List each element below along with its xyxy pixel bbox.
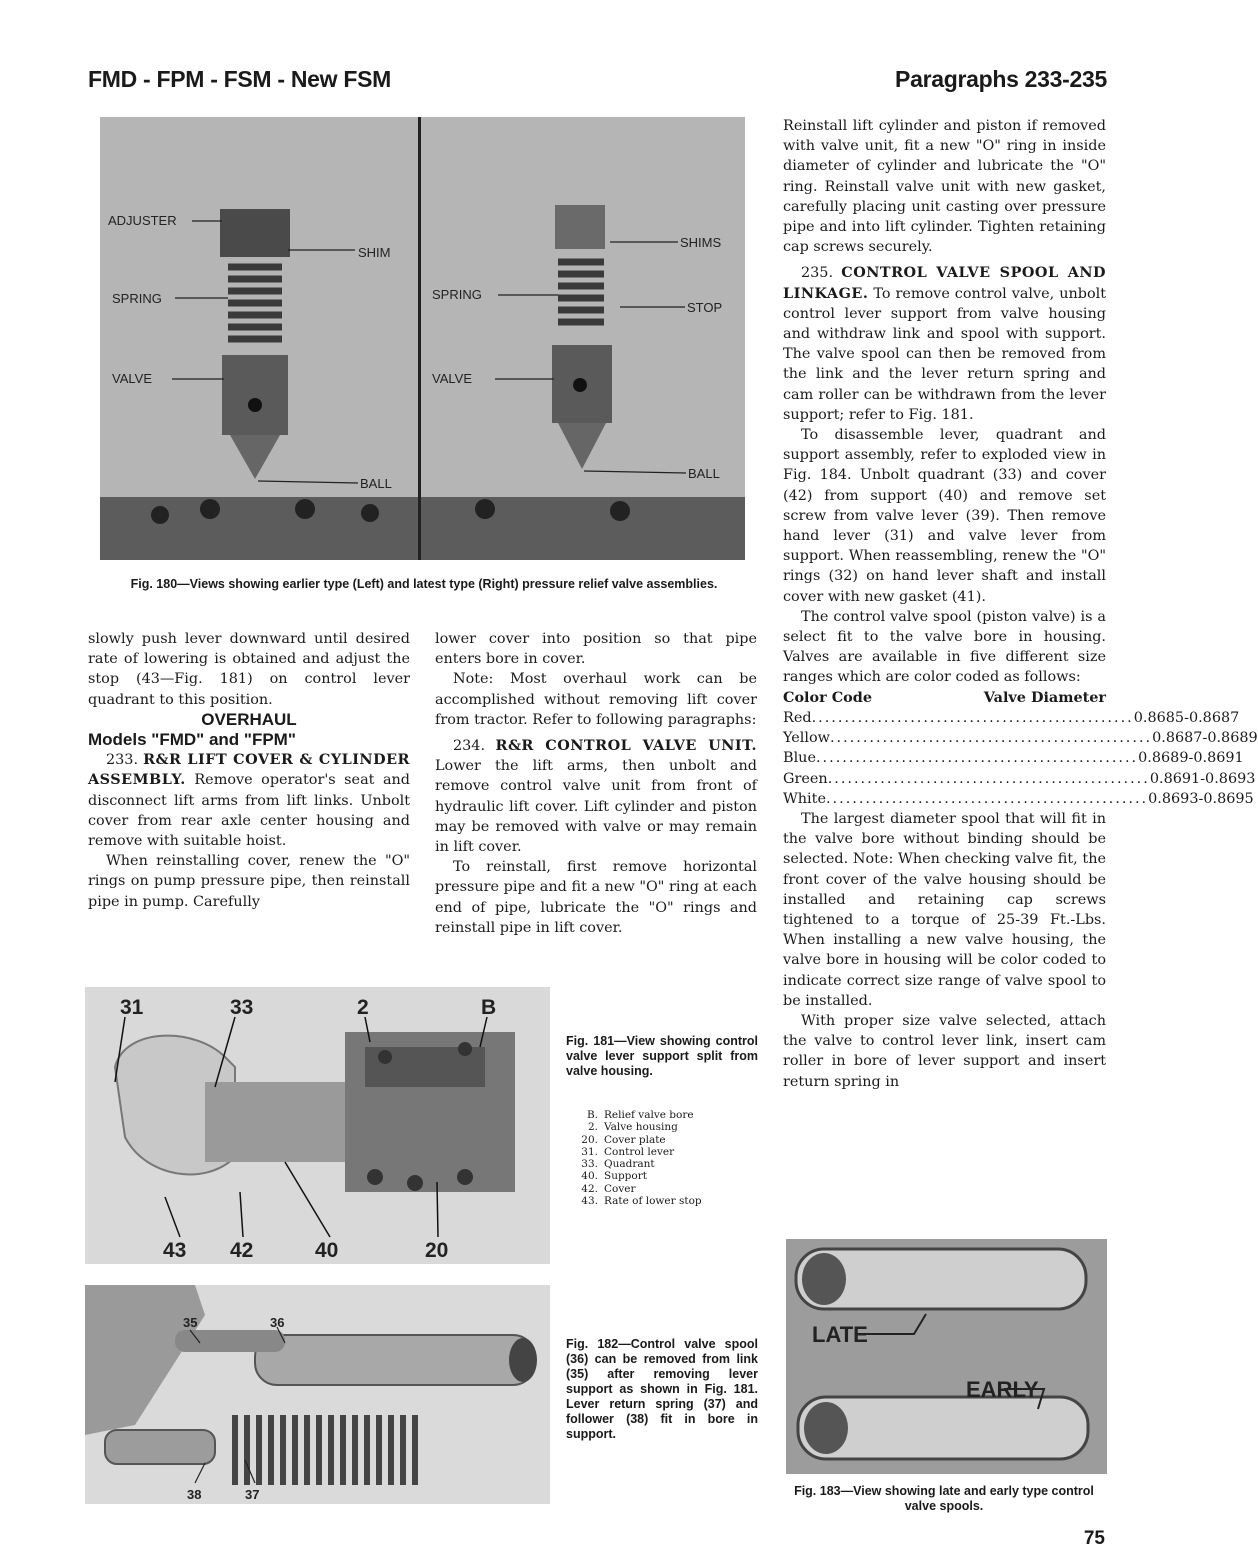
fig180-illustration — [100, 117, 745, 560]
paragraph-234 — [435, 736, 757, 857]
legend-item — [560, 1146, 760, 1158]
dot-leader: ................................................. — [825, 790, 1149, 807]
page-number: 75 — [1083, 1528, 1105, 1549]
label-early: EARLY — [966, 1377, 1039, 1402]
fig183-photo — [786, 1239, 1107, 1474]
paragraph-234-number: 234. — [453, 738, 486, 755]
table-cell-color: White — [783, 790, 826, 807]
legend-key: 31. — [581, 1145, 598, 1158]
label-valve-right: VALVE — [432, 371, 472, 386]
col3-paragraph-1: Reinstall lift cylinder and piston if removed with valve unit, fit a new "O" ring in inside diameter of cylinder and lubricate the "O" ring. Reinstall valve unit with new gasket, carefully placing unit casting over pressure pipe and into lift cylinder. Tighten retaining cap screws securely. — [783, 118, 1106, 256]
label-adjuster: ADJUSTER — [108, 213, 177, 228]
table-cell-range: 0.8691-0.8693 — [1149, 770, 1256, 787]
legend-item — [560, 1195, 760, 1207]
label-shims: SHIMS — [680, 235, 722, 250]
table-cell-color: Yellow — [783, 730, 830, 747]
label-38: 38 — [187, 1487, 202, 1502]
col2-paragraph-4: To reinstall, first remove horizontal pressure pipe and fit a new "O" ring at each end of pipe, lubricate the "O" rings and reinstall pipe in lift cover. — [435, 859, 757, 936]
legend-text: Cover — [604, 1182, 636, 1195]
fig182-photo — [85, 1285, 550, 1504]
table-cell-color: Blue — [783, 750, 816, 767]
running-header-paragraphs: Paragraphs 233-235 — [895, 66, 1107, 92]
col3-paragraph-6: With proper size valve selected, attach the valve to control lever link, insert cam roller in bore of lever support and insert return spring in — [783, 1012, 1106, 1090]
section-subheading-models: Models "FMD" and "FPM" — [88, 730, 296, 750]
label-ball-left: BALL — [360, 476, 392, 491]
legend-key: 33. — [581, 1158, 598, 1171]
dot-leader: ................................................. — [815, 750, 1139, 767]
col2-paragraph-1: lower cover into position so that pipe enters bore in cover. — [435, 631, 757, 668]
fig183-illustration — [786, 1239, 1107, 1474]
label-2: 2 — [357, 996, 369, 1019]
running-header-models: FMD - FPM - FSM - New FSM — [88, 66, 391, 92]
label-31: 31 — [120, 996, 144, 1019]
label-spring-left: SPRING — [112, 291, 162, 306]
legend-text: Cover plate — [604, 1133, 666, 1146]
label-B: B — [481, 996, 497, 1019]
valve-table-header — [783, 688, 1106, 708]
valve-table-header-diameter: Valve Diameter — [983, 688, 1106, 706]
legend-item — [560, 1134, 760, 1146]
fig180-photo — [100, 117, 745, 560]
legend-text: Control lever — [604, 1145, 675, 1158]
legend-item — [560, 1183, 760, 1195]
legend-text: Support — [604, 1170, 647, 1183]
legend-key: B. — [586, 1109, 598, 1121]
legend-text: Rate of lower stop — [604, 1195, 702, 1208]
table-row — [783, 789, 1254, 809]
col1-paragraph-1: slowly push lever downward until desired rate of lowering is obtained and adjust the stop (43—Fig. 181) on control lever quadrant to this position. — [88, 631, 410, 708]
dot-leader: ................................................. — [811, 709, 1134, 726]
paragraph-235 — [783, 263, 1106, 425]
label-stop: STOP — [687, 300, 723, 315]
fig181-caption: Fig. 181—View showing control valve lever support split from valve housing. — [566, 1034, 758, 1078]
table-cell-color: Green — [783, 770, 828, 787]
table-cell-range: 0.8685-0.8687 — [1133, 709, 1240, 726]
paragraph-235-title: CONTROL VALVE SPOOL AND LINKAGE. — [783, 264, 1106, 302]
label-40: 40 — [315, 1239, 339, 1262]
legend-text: Relief valve bore — [604, 1109, 694, 1121]
legend-key: 20. — [581, 1133, 598, 1146]
label-late: LATE — [812, 1322, 868, 1347]
label-valve-left: VALVE — [112, 371, 152, 386]
col3-paragraph-3: To disassemble lever, quadrant and support assembly, refer to exploded view in Fig. 184. Unbolt quadrant (33) and cover (42) from support (40) and remove set screw from valve lever (39). Then remove hand lever (31) and valve lever from support. When reassembling, renew the "O" rings (32) on hand lever shaft and install cover with new gasket (41). — [783, 427, 1106, 605]
legend-key: 43. — [581, 1195, 598, 1208]
label-35: 35 — [183, 1315, 198, 1330]
fig181-photo — [85, 987, 550, 1264]
label-20: 20 — [425, 1239, 449, 1262]
table-cell-range: 0.8687-0.8689 — [1152, 730, 1258, 747]
paragraph-235-number: 235. — [801, 265, 834, 282]
table-row — [783, 708, 1240, 728]
col1-paragraph-3: When reinstalling cover, renew the "O" rings on pump pressure pipe, then reinstall pipe in pump. Carefully — [88, 853, 410, 910]
legend-item — [560, 1158, 760, 1170]
paragraph-233 — [88, 750, 410, 851]
table-cell-range: 0.8689-0.8691 — [1138, 750, 1244, 767]
label-ball-right: BALL — [688, 466, 720, 481]
column-1 — [88, 629, 410, 912]
fig183-caption: Fig. 183—View showing late and early type control valve spools. — [794, 1484, 1094, 1513]
label-shim: SHIM — [358, 245, 391, 260]
valve-table — [783, 708, 1258, 809]
label-43: 43 — [163, 1239, 187, 1262]
paragraph-234-text: Lower the lift arms, then unbolt and remove control valve unit from front of hydraulic lift cover. Lift cylinder and piston may be removed with valve or may remain in lift cover. — [435, 758, 757, 856]
legend-key: 2. — [587, 1121, 598, 1134]
column-2 — [435, 629, 757, 938]
paragraph-235-text: To remove control valve, unbolt control lever support from valve housing and withdraw link and spool with support. The valve spool can then be removed from the link and the lever return spring and cam roller can be withdrawn from the lever support; refer to Fig. 181. — [783, 285, 1107, 423]
paragraph-234-title: R&R CONTROL VALVE UNIT. — [495, 737, 757, 755]
section-heading-overhaul: OVERHAUL — [201, 709, 297, 729]
label-33: 33 — [230, 996, 254, 1019]
col2-note: Note: Most overhaul work can be accomplished without removing lift cover from tractor. Refer to following paragraphs: — [435, 671, 757, 728]
table-cell-range: 0.8693-0.8695 — [1148, 790, 1254, 807]
paragraph-233-text: Remove operator's seat and disconnect lift arms from lift links. Unbolt cover from rear axle center housing and remove with suitable hoist. — [88, 772, 411, 850]
label-36: 36 — [270, 1315, 285, 1330]
legend-text: Quadrant — [604, 1158, 655, 1171]
label-42: 42 — [230, 1239, 254, 1262]
dot-leader: ................................................. — [829, 730, 1153, 747]
label-spring-right: SPRING — [432, 287, 482, 302]
dot-leader: ................................................. — [827, 770, 1150, 787]
fig181-legend — [560, 1109, 760, 1207]
table-row — [783, 769, 1256, 789]
table-row — [783, 748, 1244, 768]
label-37: 37 — [245, 1487, 260, 1502]
valve-table-header-color: Color Code — [783, 688, 872, 706]
fig182-illustration — [85, 1285, 550, 1504]
legend-key: 40. — [581, 1170, 598, 1183]
legend-item — [560, 1109, 760, 1121]
col3-paragraph-4: The control valve spool (piston valve) is a select fit to the valve bore in housing. Valves are available in five different size ranges which are color coded as follows: — [783, 608, 1106, 686]
column-3 — [783, 116, 1258, 1092]
fig180-caption: Fig. 180—Views showing earlier type (Left) and latest type (Right) pressure relief valve assemblies. — [130, 577, 718, 591]
col3-paragraph-5: The largest diameter spool that will fit in the valve bore without binding should be selected. Note: When checking valve fit, the front cover of the valve housing should be installed and retaining cap screws tightened to a torque of 25-39 Ft.-Lbs. When installing a new valve housing, the valve bore in housing will be color coded to indicate correct size range of valve spool to be installed. — [783, 810, 1106, 1009]
legend-key: 42. — [581, 1182, 598, 1195]
table-row — [783, 728, 1258, 748]
legend-text: Valve housing — [604, 1121, 678, 1134]
table-cell-color: Red — [783, 709, 812, 726]
paragraph-233-title: R&R LIFT COVER & CYLINDER ASSEMBLY. — [88, 751, 410, 789]
fig181-illustration — [85, 987, 550, 1264]
fig182-caption: Fig. 182—Control valve spool (36) can be removed from link (35) after removing lever support as shown in Fig. 181. Lever return spring (37) and follower (38) fit in bore in support. — [566, 1337, 758, 1441]
legend-item — [560, 1121, 760, 1133]
paragraph-233-number: 233. — [106, 752, 139, 769]
legend-item — [560, 1170, 760, 1182]
